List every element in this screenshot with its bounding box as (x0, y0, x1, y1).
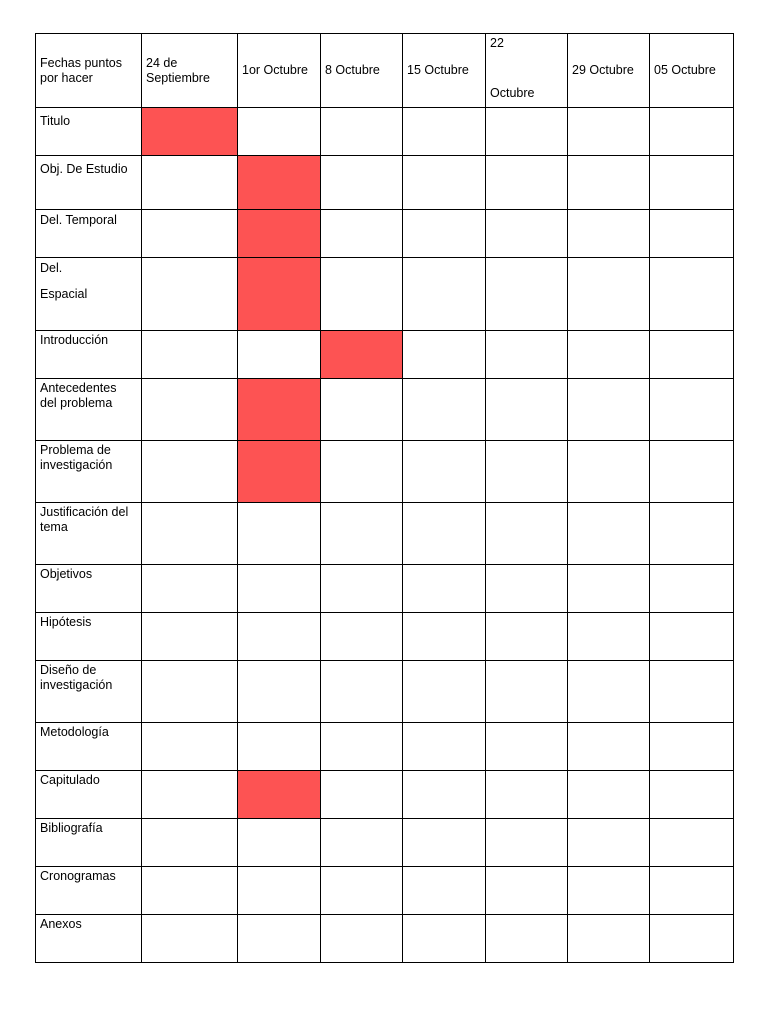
schedule-cell (403, 661, 486, 723)
schedule-cell (486, 156, 568, 210)
schedule-cell (650, 723, 734, 771)
schedule-cell (568, 108, 650, 156)
schedule-cell (321, 108, 403, 156)
schedule-cell (650, 441, 734, 503)
schedule-cell (142, 723, 238, 771)
cell-text (36, 915, 141, 932)
table-row (36, 771, 734, 819)
schedule-cell (238, 565, 321, 613)
cell-line: Espacial (40, 287, 88, 301)
schedule-cell (568, 331, 650, 379)
cell-text (486, 34, 567, 107)
header-cell-29-octubre (568, 34, 650, 108)
header-cell-22-octubre (486, 34, 568, 108)
row-label-del-espacial (36, 258, 142, 331)
schedule-cell (650, 210, 734, 258)
row-label-metodologia (36, 723, 142, 771)
schedule-cell (650, 819, 734, 867)
schedule-cell (650, 771, 734, 819)
cell-line: del problema (40, 396, 113, 410)
schedule-cell (403, 565, 486, 613)
cell-text (568, 63, 649, 78)
schedule-cell (486, 565, 568, 613)
schedule-cell (238, 819, 321, 867)
cell-line: 24 de (146, 55, 178, 70)
schedule-cell (238, 661, 321, 723)
cell-line: investigación (40, 458, 113, 472)
row-label-problema-de-investigacion (36, 441, 142, 503)
cell-text (142, 56, 237, 86)
header-cell-24-de-septiembre (142, 34, 238, 108)
table-body (36, 108, 734, 963)
schedule-cell (486, 331, 568, 379)
schedule-cell (486, 867, 568, 915)
cell-line: Justificación del (40, 505, 129, 519)
schedule-cell-filled (238, 441, 321, 503)
cell-line: Antecedentes (40, 381, 117, 395)
schedule-cell (142, 210, 238, 258)
schedule-cell (321, 441, 403, 503)
schedule-cell (403, 331, 486, 379)
header-cell-fechas-puntos (36, 34, 142, 108)
schedule-cell (238, 867, 321, 915)
schedule-table (35, 33, 734, 963)
cell-line: 1or Octubre (242, 63, 309, 77)
cell-line: Octubre (490, 86, 535, 100)
schedule-cell (321, 565, 403, 613)
schedule-cell (486, 819, 568, 867)
schedule-cell (568, 771, 650, 819)
row-label-del-temporal (36, 210, 142, 258)
schedule-cell (568, 565, 650, 613)
schedule-cell (403, 867, 486, 915)
schedule-cell (650, 503, 734, 565)
schedule-cell-filled (238, 771, 321, 819)
cell-line: Anexos (40, 917, 82, 931)
cell-text (36, 613, 141, 630)
cell-line: investigación (40, 678, 113, 692)
schedule-cell (650, 915, 734, 963)
schedule-cell (403, 108, 486, 156)
schedule-cell (486, 258, 568, 331)
cell-line: Objetivos (40, 567, 93, 581)
header-cell-05-octubre (650, 34, 734, 108)
row-label-diseno-de-investigacion (36, 661, 142, 723)
table-row (36, 819, 734, 867)
cell-line: Fechas puntos (40, 55, 122, 70)
row-label-bibliografia (36, 819, 142, 867)
schedule-cell (486, 210, 568, 258)
schedule-cell (403, 156, 486, 210)
schedule-cell (650, 108, 734, 156)
cell-line: Cronogramas (40, 869, 116, 883)
header-cell-1or-octubre (238, 34, 321, 108)
schedule-cell (403, 441, 486, 503)
schedule-cell-filled (321, 331, 403, 379)
table-row (36, 915, 734, 963)
schedule-cell (486, 379, 568, 441)
schedule-cell (321, 723, 403, 771)
row-label-obj-de-estudio (36, 156, 142, 210)
schedule-cell (321, 915, 403, 963)
row-label-cronogramas (36, 867, 142, 915)
schedule-cell (403, 915, 486, 963)
cell-text (36, 867, 141, 884)
cell-line: 15 Octubre (407, 63, 469, 77)
schedule-cell (142, 258, 238, 331)
schedule-cell (321, 503, 403, 565)
schedule-cell (142, 379, 238, 441)
schedule-cell (403, 258, 486, 331)
schedule-cell (486, 915, 568, 963)
schedule-cell (568, 258, 650, 331)
table-row (36, 331, 734, 379)
schedule-cell (321, 771, 403, 819)
schedule-cell (650, 867, 734, 915)
cell-text (36, 723, 141, 740)
schedule-cell (238, 613, 321, 661)
schedule-cell (403, 819, 486, 867)
schedule-cell (403, 379, 486, 441)
schedule-cell (486, 613, 568, 661)
cell-line: Del. (40, 261, 63, 275)
schedule-cell (568, 503, 650, 565)
schedule-cell (568, 210, 650, 258)
schedule-cell (650, 258, 734, 331)
cell-line: 05 Octubre (654, 63, 716, 77)
schedule-cell (568, 867, 650, 915)
cell-text (36, 210, 141, 228)
row-label-introduccion (36, 331, 142, 379)
cell-line: Diseño de (40, 663, 97, 677)
schedule-cell-filled (238, 156, 321, 210)
header-cell-15-octubre (403, 34, 486, 108)
schedule-cell (238, 331, 321, 379)
schedule-cell (238, 915, 321, 963)
schedule-cell (142, 915, 238, 963)
schedule-cell (321, 156, 403, 210)
schedule-cell-filled (238, 210, 321, 258)
cell-text (36, 661, 141, 693)
cell-text (403, 63, 485, 78)
schedule-cell (568, 915, 650, 963)
table-header (36, 34, 734, 108)
schedule-cell (650, 613, 734, 661)
row-label-justificacion-del-tema (36, 503, 142, 565)
schedule-cell (142, 503, 238, 565)
row-label-objetivos (36, 565, 142, 613)
schedule-cell (486, 661, 568, 723)
schedule-cell (142, 661, 238, 723)
cell-line: Titulo (40, 114, 71, 128)
cell-line: Bibliografía (40, 821, 103, 835)
schedule-cell-filled (238, 379, 321, 441)
cell-text (36, 331, 141, 348)
schedule-cell (650, 331, 734, 379)
table-row (36, 661, 734, 723)
cell-text (36, 379, 141, 411)
table-row (36, 210, 734, 258)
cell-line: Metodología (40, 725, 109, 739)
cell-text (321, 63, 402, 78)
schedule-cell (650, 661, 734, 723)
schedule-cell (321, 613, 403, 661)
schedule-cell (403, 210, 486, 258)
cell-line: 29 Octubre (572, 63, 634, 77)
cell-line: Del. Temporal (40, 213, 117, 227)
schedule-cell (568, 379, 650, 441)
table-row (36, 441, 734, 503)
schedule-cell (403, 723, 486, 771)
schedule-cell (321, 819, 403, 867)
cell-line: Capitulado (40, 773, 100, 787)
cell-line: Obj. De Estudio (40, 162, 128, 176)
schedule-cell (568, 661, 650, 723)
cell-text (650, 63, 733, 78)
schedule-cell (142, 613, 238, 661)
row-label-anexos (36, 915, 142, 963)
schedule-cell (568, 819, 650, 867)
cell-line: Introducción (40, 333, 109, 347)
schedule-cell (486, 771, 568, 819)
cell-text (36, 565, 141, 582)
schedule-cell (650, 565, 734, 613)
schedule-cell-filled (142, 108, 238, 156)
schedule-cell (321, 210, 403, 258)
schedule-cell (403, 503, 486, 565)
schedule-cell (650, 379, 734, 441)
cell-text (36, 503, 141, 535)
cell-line: Problema de (40, 443, 111, 457)
cell-text (238, 63, 320, 78)
schedule-cell (238, 723, 321, 771)
table-row (36, 613, 734, 661)
table-row (36, 503, 734, 565)
schedule-cell (486, 723, 568, 771)
table-row (36, 156, 734, 210)
cell-line: Hipótesis (40, 615, 92, 629)
cell-text (36, 108, 141, 129)
row-label-hipotesis (36, 613, 142, 661)
schedule-cell (142, 331, 238, 379)
cell-line: por hacer (40, 70, 93, 85)
schedule-cell (142, 565, 238, 613)
schedule-cell (321, 867, 403, 915)
schedule-cell (142, 867, 238, 915)
row-label-titulo (36, 108, 142, 156)
cell-text (36, 156, 141, 177)
schedule-cell (321, 661, 403, 723)
header-cell-8-octubre (321, 34, 403, 108)
cell-text (36, 258, 141, 302)
schedule-cell (403, 613, 486, 661)
schedule-cell (568, 156, 650, 210)
cell-line: 8 Octubre (325, 63, 380, 77)
cell-text (36, 819, 141, 836)
cell-text (36, 441, 141, 473)
schedule-cell (486, 503, 568, 565)
table-row (36, 258, 734, 331)
schedule-cell (650, 156, 734, 210)
schedule-cell-filled (238, 258, 321, 331)
table-row (36, 565, 734, 613)
schedule-cell (142, 156, 238, 210)
row-label-capitulado (36, 771, 142, 819)
header-row (36, 34, 734, 108)
cell-text (36, 56, 141, 86)
schedule-cell (142, 441, 238, 503)
schedule-cell (568, 441, 650, 503)
table-row (36, 723, 734, 771)
schedule-cell (238, 503, 321, 565)
table-row (36, 108, 734, 156)
schedule-cell (486, 441, 568, 503)
cell-text (36, 771, 141, 788)
schedule-cell (321, 258, 403, 331)
cell-line: Septiembre (146, 70, 210, 85)
table-row (36, 867, 734, 915)
schedule-cell (486, 108, 568, 156)
schedule-cell (568, 613, 650, 661)
schedule-cell (321, 379, 403, 441)
cell-line: 22 (490, 36, 504, 50)
schedule-cell (568, 723, 650, 771)
row-label-antecedentes-del-problema (36, 379, 142, 441)
table-row (36, 379, 734, 441)
schedule-cell (403, 771, 486, 819)
schedule-cell (238, 108, 321, 156)
cell-line: tema (40, 520, 68, 534)
schedule-cell (142, 771, 238, 819)
schedule-cell (142, 819, 238, 867)
